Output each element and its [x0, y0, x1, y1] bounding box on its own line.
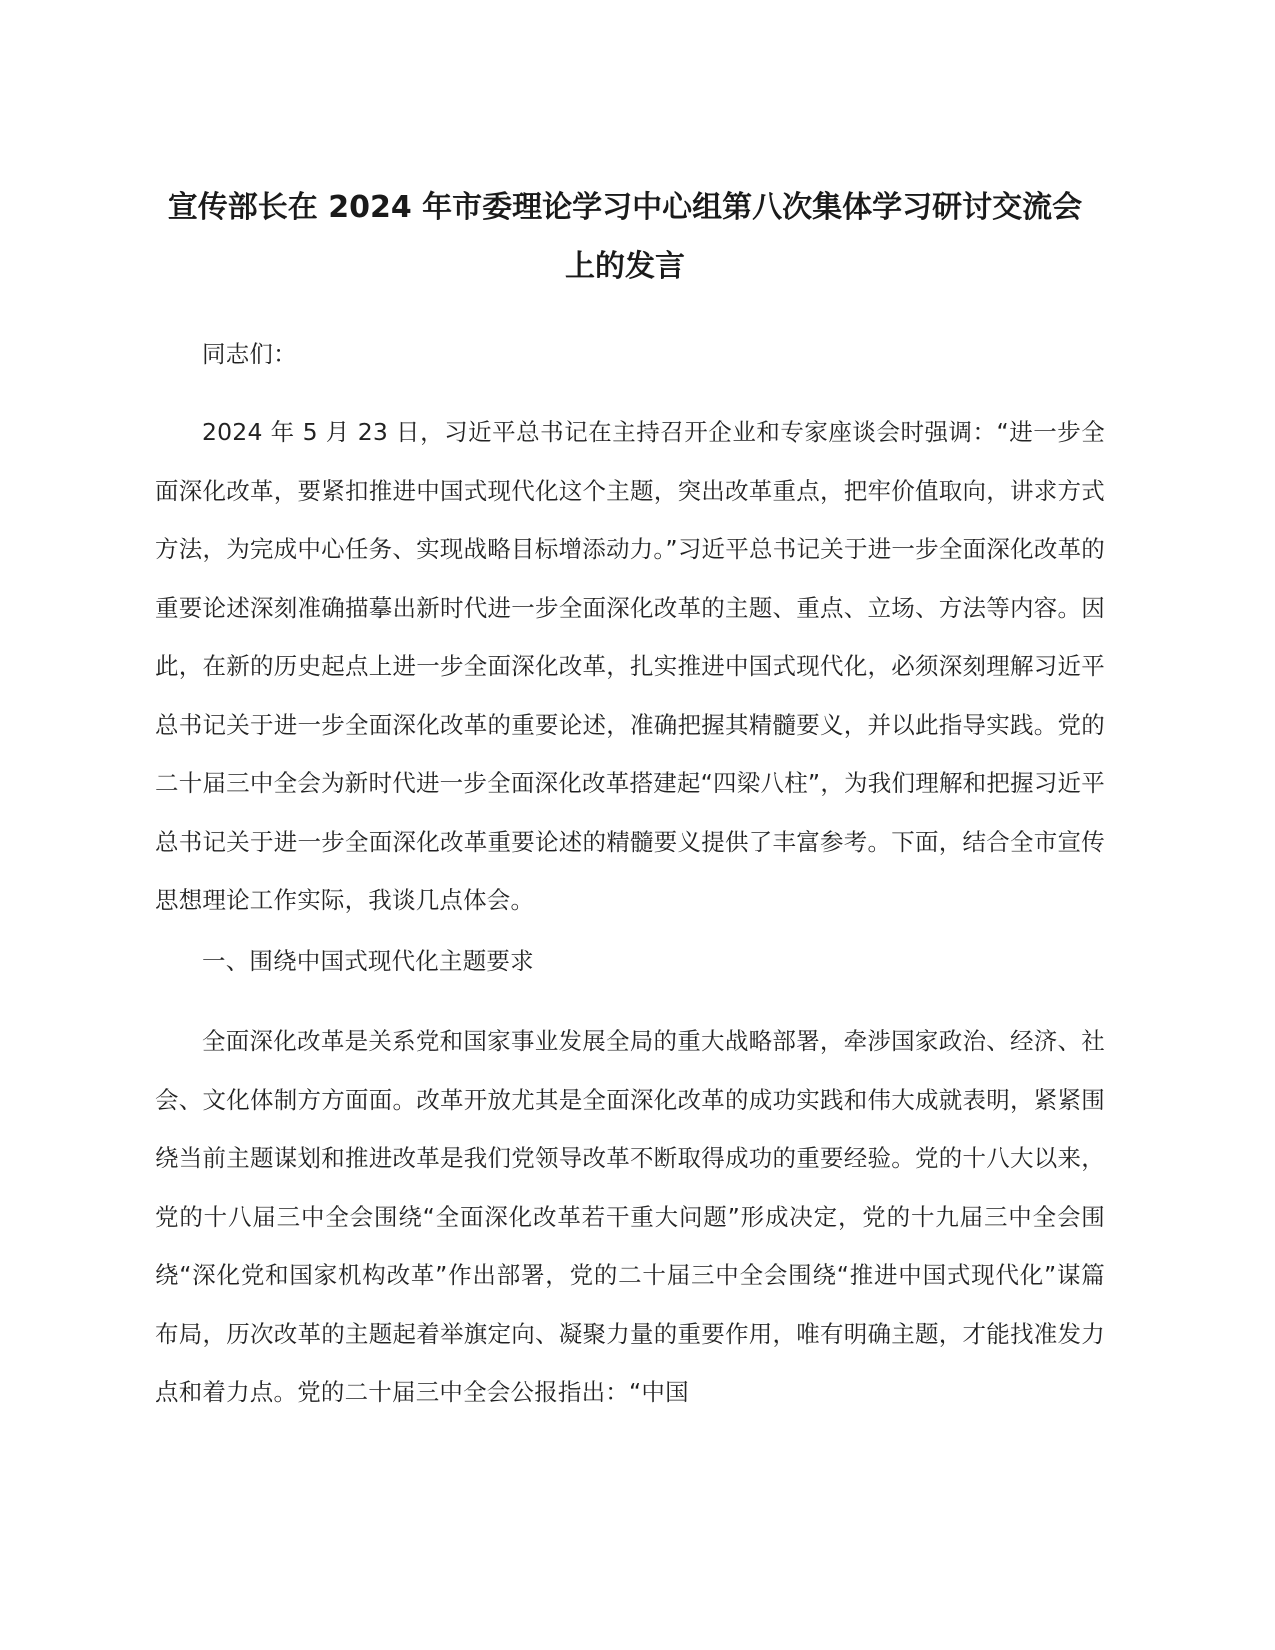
section-heading: 一、围绕中国式现代化主题要求	[202, 947, 534, 975]
title-line-1: 宣传部长在 2024 年市委理论学习中心组第八次集体学习研讨交流会	[167, 190, 1083, 225]
title-line-2: 上的发言	[565, 249, 685, 284]
body-paragraph: 2024 年 5 月 23 日，习近平总书记在主持召开企业和专家座谈会时强调：“进一步全面深化改革，要紧扣推进中国式现代化这个主题，突出改革重点，把牢价值取向，讲求方式方法，为完成中心任务、实现战略目标增添动力。”习近平总书记关于进一步全面深化改革的重要论述深刻准确描摹出新时代进一步全面深化改革的主题、重点、立场、方法等内容。因此，在新的历史起点上进一步全面深化改革，扎实推进中国式现代化，必须深刻理解习近平总书记关于进一步全面深化改革的重要论述，准确把握其精髓要义，并以此指导实践。党的二十届三中全会为新时代进一步全面深化改革搭建起“四梁八柱”，为我们理解和把握习近平总书记关于进一步全面深化改革重要论述的精髓要义提供了丰富参考。下面，结合全市宣传思想理论工作实际，我谈几点体会。	[155, 418, 1105, 914]
body-paragraph: 全面深化改革是关系党和国家事业发展全局的重大战略部署，牵涉国家政治、经济、社会、文化体制方方面面。改革开放尤其是全面深化改革的成功实践和伟大成就表明，紧紧围绕当前主题谋划和推进改革是我们党领导改革不断取得成功的重要经验。党的十八大以来，党的十八届三中全会围绕“全面深化改革若干重大问题”形成决定，党的十九届三中全会围绕“深化党和国家机构改革”作出部署，党的二十届三中全会围绕“推进中国式现代化”谋篇布局，历次改革的主题起着举旗定向、凝聚力量的重要作用，唯有明确主题，才能找准发力点和着力点。党的二十届三中全会公报指出：“中国	[155, 1027, 1105, 1406]
greeting: 同志们：	[202, 340, 297, 368]
document-title	[150, 178, 1100, 296]
